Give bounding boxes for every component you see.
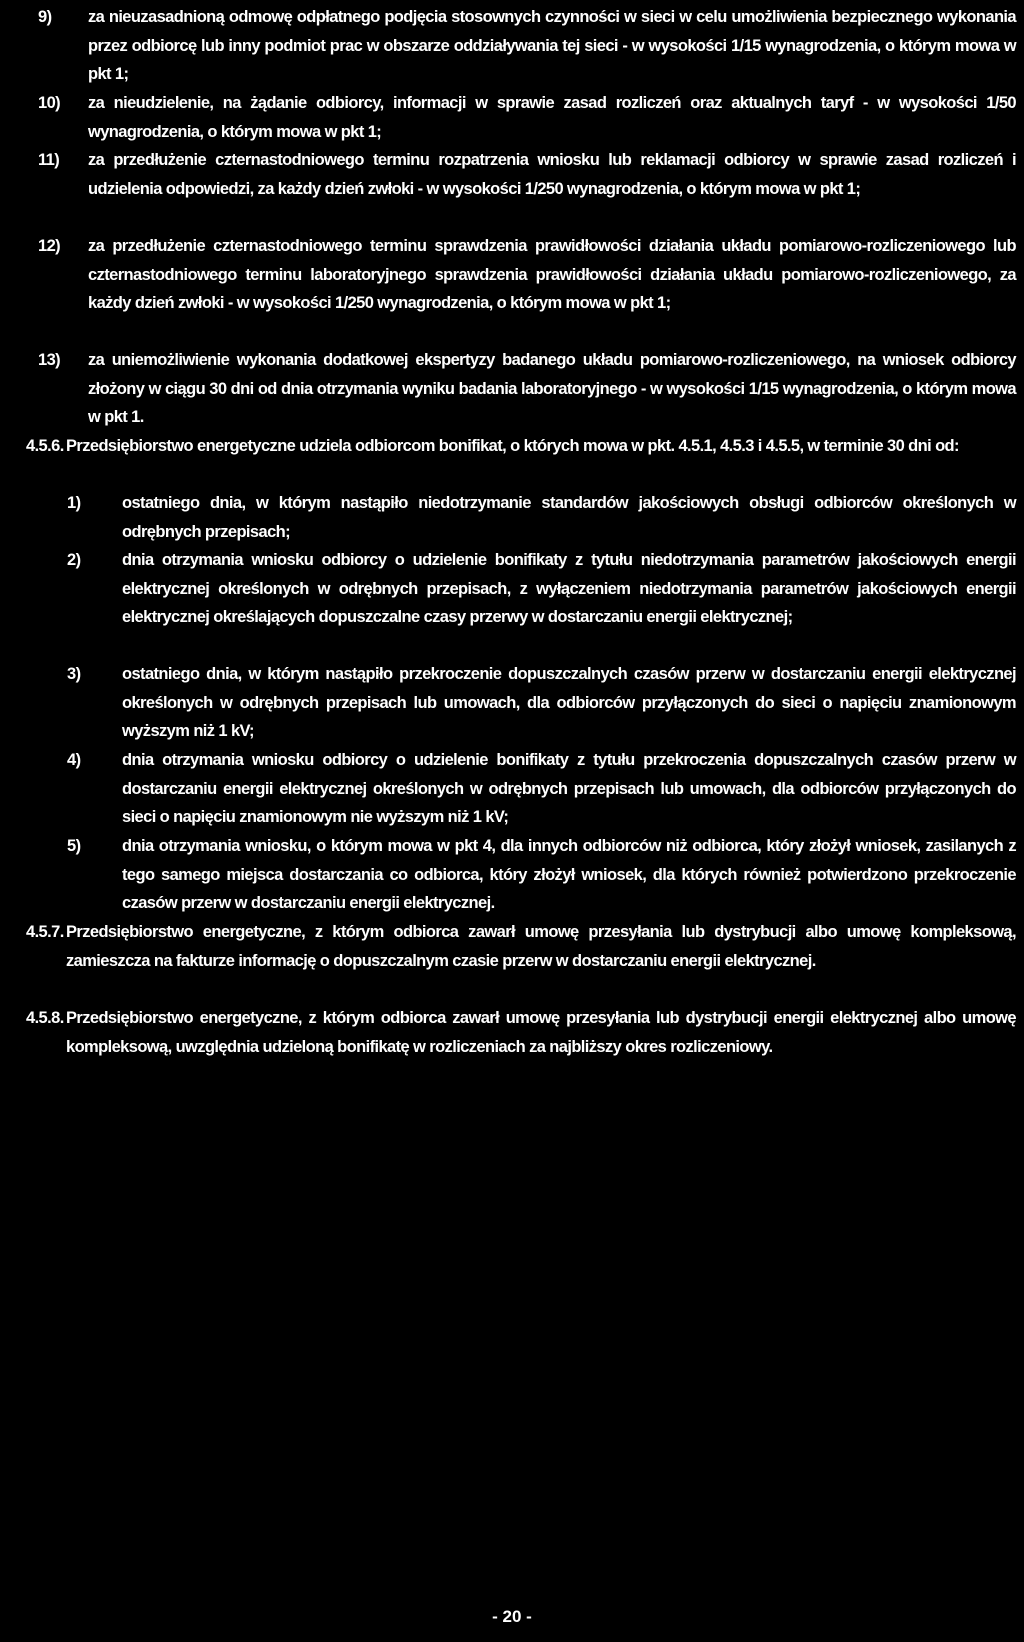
section-number: 4.5.6. xyxy=(26,437,64,455)
sub-item-text: ostatniego dnia, w którym nastąpiło przekroczenie dopuszczalnych czasów przerw w dostarczaniu energii elektrycznej określonych w odrębnych przepisach lub umowach, dla odbiorców przyłączonych do sieci o napięciu znamionowym wyższym niż 1 kV; xyxy=(122,665,1016,740)
sub-item-text: dnia otrzymania wniosku, o którym mowa w pkt 4, dla innych odbiorców niż odbiorca, który złożył wniosek, zasilanych z tego samego miejsca dostarczania co odbiorca, który złożył wniosek, dla których również potwierdzono przekroczenie czasów przerw w dostarczaniu energii elektrycznej. xyxy=(122,837,1016,912)
sub-item-number: 5) xyxy=(67,837,81,855)
sub-item-text: dnia otrzymania wniosku odbiorcy o udzielenie bonifikaty z tytułu niedotrzymania parametrów jakościowych energii elektrycznej określonych w odrębnych przepisach, z wyłączeniem niedotrzymania parametrów jakościowych energii elektrycznej określających dopuszczalne czasy przerwy w dostarczaniu energii elektrycznej; xyxy=(122,551,1016,626)
list-item-number: 12) xyxy=(38,237,61,255)
sub-item-number: 1) xyxy=(67,494,81,512)
section-text: Przedsiębiorstwo energetyczne, z którym odbiorca zawarł umowę przesyłania lub dystrybucji albo umowę kompleksową, zamieszcza na fakturze informację o dopuszczalnym czasie przerw w dostarczaniu energii elektrycznej. xyxy=(66,923,1016,970)
sub-item-number: 3) xyxy=(67,665,81,683)
section-number: 4.5.7. xyxy=(26,923,64,941)
list-item-number: 11) xyxy=(38,151,60,169)
list-item-text: za przedłużenie czternastodniowego terminu sprawdzenia prawidłowości działania układu pomiarowo-rozliczeniowego lub czternastodniowego terminu laboratoryjnego sprawdzenia prawidłowości działania układu pomiarowo-rozliczeniowego, za każdy dzień zwłoki - w wysokości 1/250 wynagrodzenia, o którym mowa w pkt 1; xyxy=(88,237,1016,312)
list-item-number: 9) xyxy=(38,8,52,26)
list-item-text: za nieuzasadnioną odmowę odpłatnego podjęcia stosownych czynności w sieci w celu umożliwienia bezpiecznego wykonania przez odbiorcę lub inny podmiot prac w obszarze oddziaływania tej sieci - w wysokości 1/15 wynagrodzenia, o którym mowa w pkt 1; xyxy=(88,8,1016,83)
sub-item-text: ostatniego dnia, w którym nastąpiło niedotrzymanie standardów jakościowych obsługi odbiorców określonych w odrębnych przepisach; xyxy=(122,494,1016,541)
page-number: - 20 - xyxy=(492,1607,532,1626)
section-text: Przedsiębiorstwo energetyczne udziela odbiorcom bonifikat, o których mowa w pkt. 4.5.1, 4.5.3 i 4.5.5, w terminie 30 dni od: xyxy=(66,437,959,455)
list-item-text: za uniemożliwienie wykonania dodatkowej ekspertyzy badanego układu pomiarowo-rozliczeniowego, na wniosek odbiorcy złożony w ciągu 30 dni od dnia otrzymania wyniku badania laboratoryjnego - w wysokości 1/15 wynagrodzenia, o którym mowa w pkt 1. xyxy=(88,351,1016,426)
list-item-text: za nieudzielenie, na żądanie odbiorcy, informacji w sprawie zasad rozliczeń oraz aktualnych taryf - w wysokości 1/50 wynagrodzenia, o którym mowa w pkt 1; xyxy=(88,94,1016,141)
sub-item-text: dnia otrzymania wniosku odbiorcy o udzielenie bonifikaty z tytułu przekroczenia dopuszczalnych czasów przerw w dostarczaniu energii elektrycznej określonych w odrębnych przepisach lub umowach, dla odbiorców przyłączonych do sieci o napięciu znamionowym nie wyższym niż 1 kV; xyxy=(122,751,1016,826)
list-item-number: 10) xyxy=(38,94,61,112)
sub-item-number: 2) xyxy=(67,551,81,569)
sub-item-number: 4) xyxy=(67,751,81,769)
list-item-text: za przedłużenie czternastodniowego terminu rozpatrzenia wniosku lub reklamacji odbiorcy w sprawie zasad rozliczeń i udzielenia odpowiedzi, za każdy dzień zwłoki - w wysokości 1/250 wynagrodzenia, o którym mowa w pkt 1; xyxy=(88,151,1016,198)
section-text: Przedsiębiorstwo energetyczne, z którym odbiorca zawarł umowę przesyłania lub dystrybucji energii elektrycznej albo umowę kompleksową, uwzględnia udzieloną bonifikatę w rozliczeniach za najbliższy okres rozliczeniowy. xyxy=(66,1009,1016,1056)
list-item-number: 13) xyxy=(38,351,61,369)
section-number: 4.5.8. xyxy=(26,1009,64,1027)
